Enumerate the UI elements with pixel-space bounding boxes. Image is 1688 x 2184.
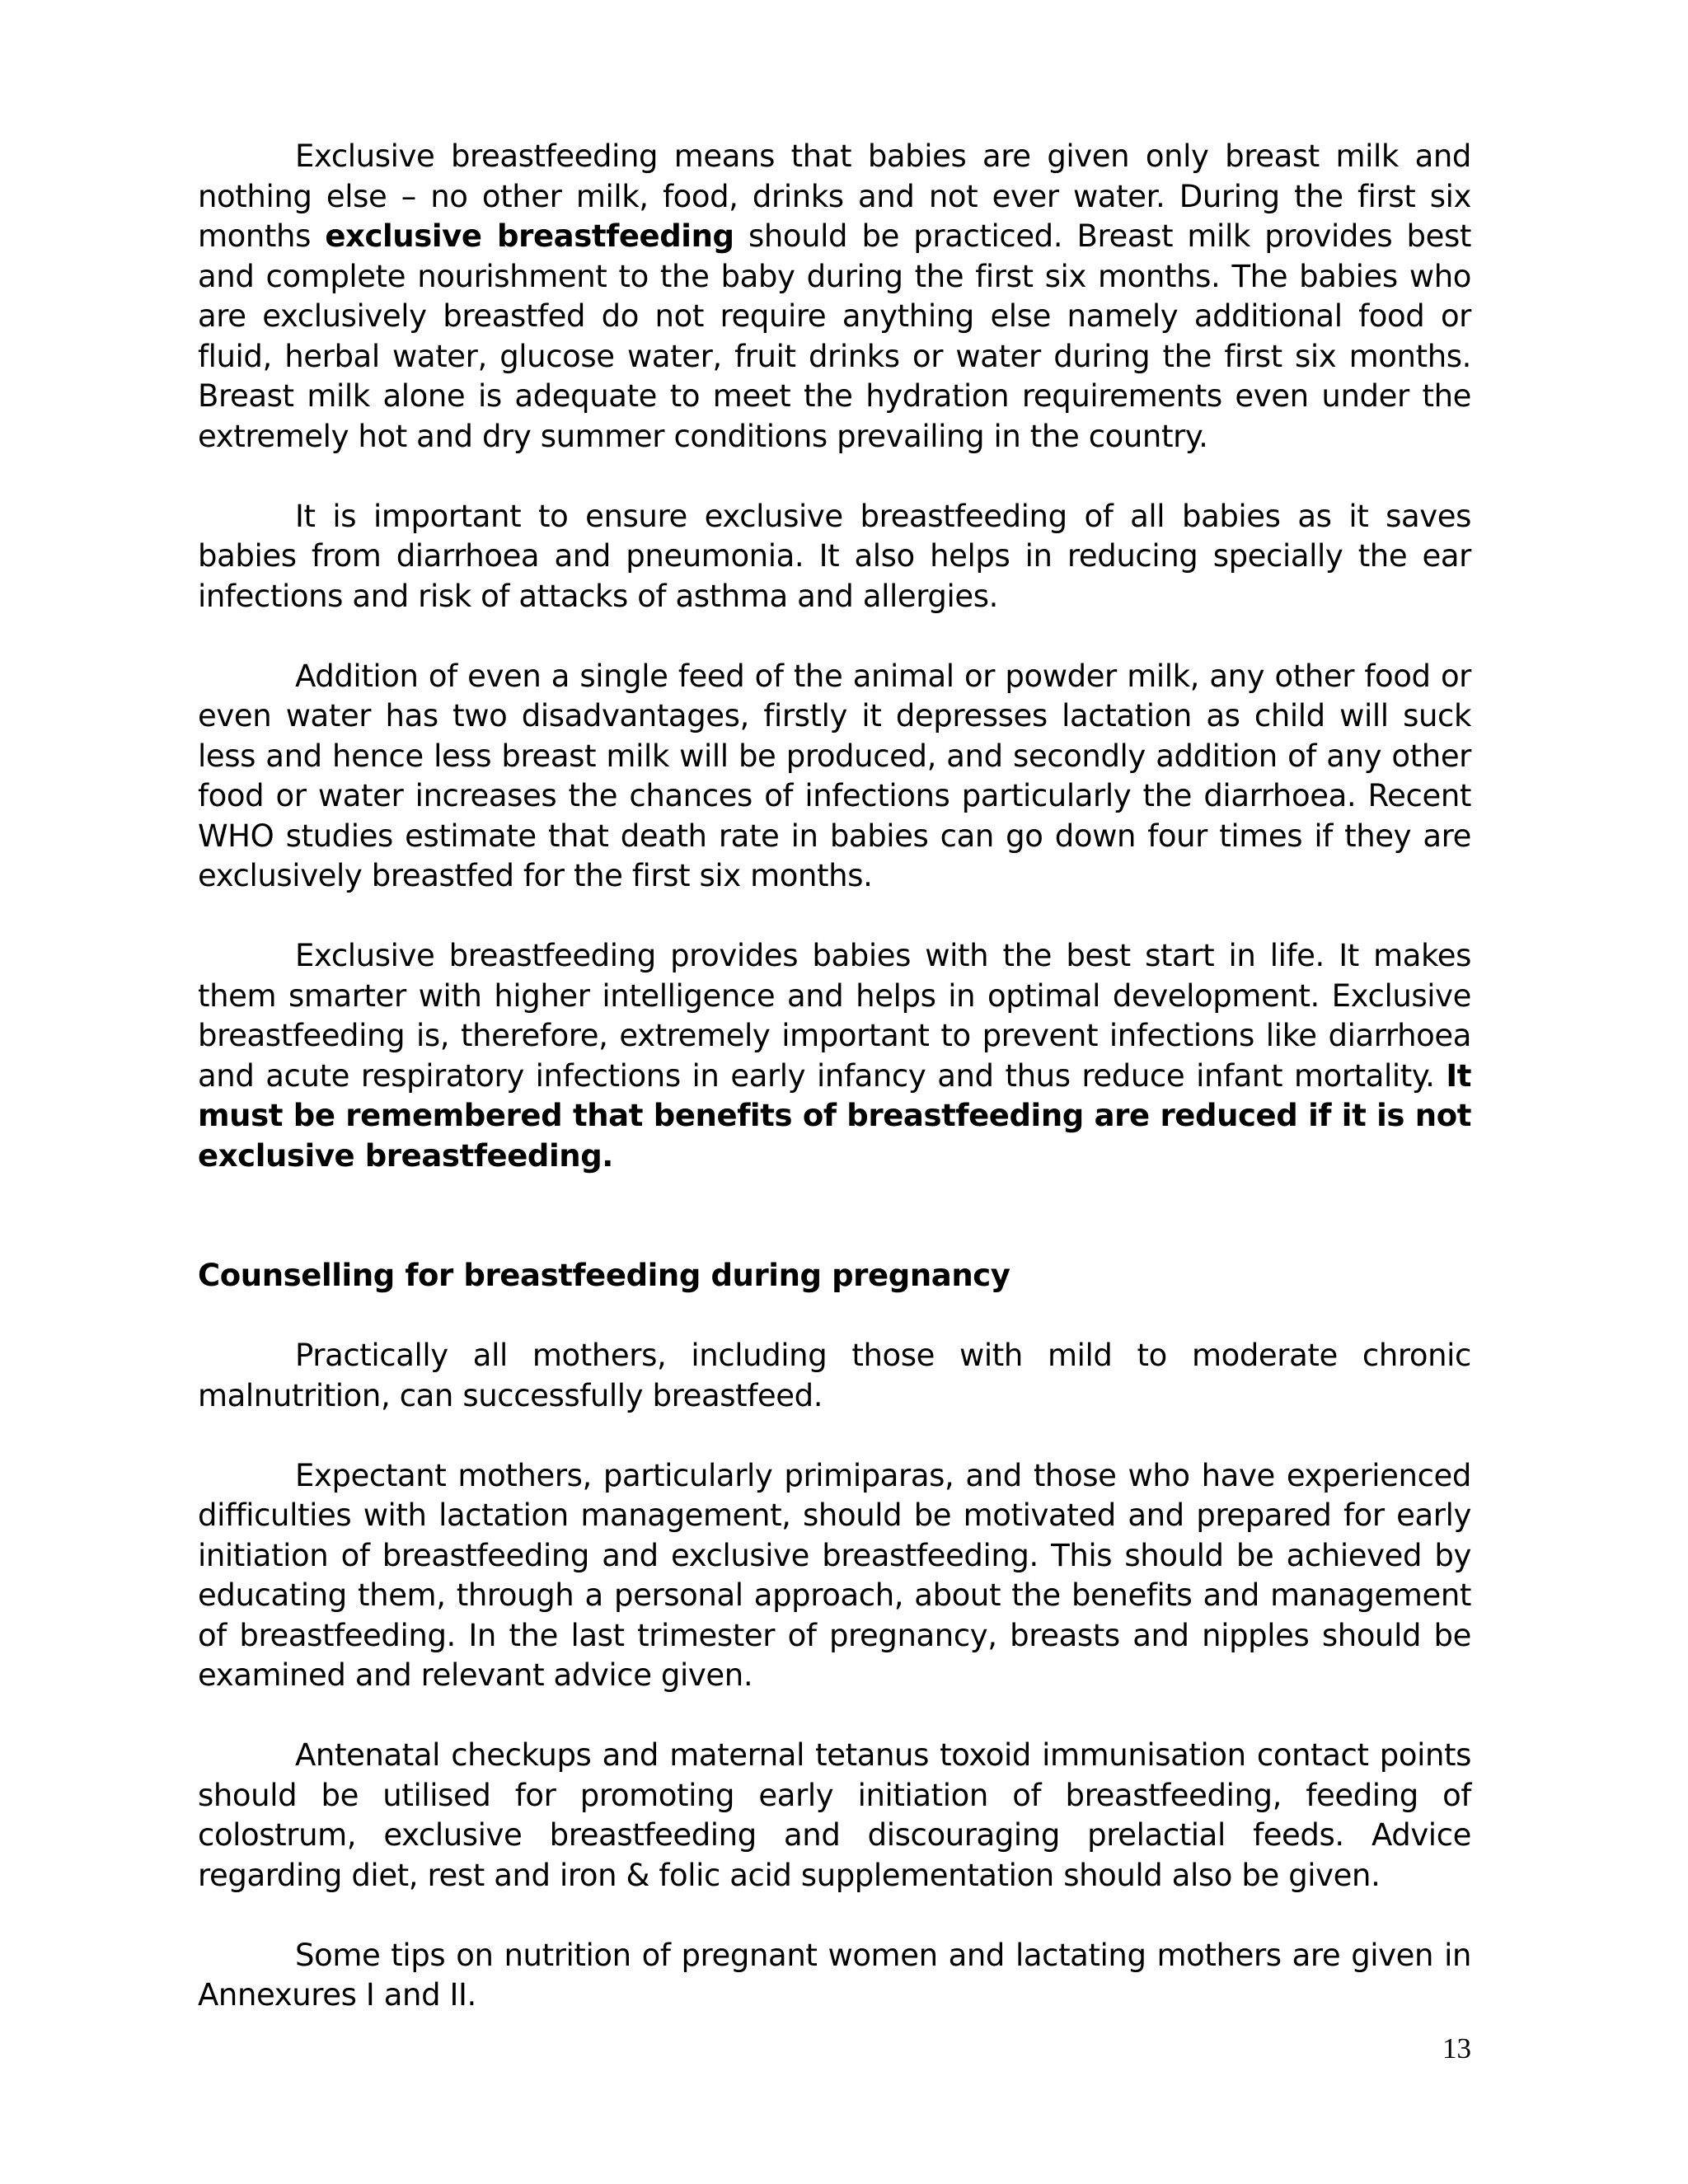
text-run: Exclusive breastfeeding provides babies with the best start in life. It makes them smarter with higher intelligence and helps in optimal development. Exclusive breastfeeding is, therefore, extremely important to prevent infections like diarrhoea and acute respiratory infections in early infancy and thus reduce infant mortality.	[198, 938, 1471, 1094]
text-run: It is important to ensure exclusive breastfeeding of all babies as it saves babies from diarrhoea and pneumonia. It also helps in reducing specially the ear infections and risk of attacks of asthma and allergies.	[198, 498, 1471, 614]
document-page	[198, 137, 1471, 2055]
paragraph-disadvantages	[198, 657, 1471, 897]
text-run: should be practiced. Breast milk provides best and complete nourishment to the baby during the first six months. The babies who are exclusively breastfed do not require anything else namely additional food or fluid, herbal water, glucose water, fruit drinks or water during the first six months. Breast milk alone is adequate to meet the hydration requirements even under the extremely hot and dry summer conditions prevailing in the country.	[198, 218, 1471, 454]
section-heading: Counselling for breastfeeding during pregnancy	[198, 1258, 1010, 1293]
text-run: Addition of even a single feed of the animal or powder milk, any other food or even water has two disadvantages, firstly it depresses lactation as child will suck less and hence less breast milk will be produced, and secondly addition of any other food or water increases the chances of infections particularly the diarrhoea. Recent WHO studies estimate that death rate in babies can go down four times if they are exclusively breastfed for the first six months.	[198, 658, 1471, 893]
page-number: 13	[1442, 2032, 1471, 2064]
paragraph-nutrition-tips: Some tips on nutrition of pregnant women and lactating mothers are given in Annexures I and II.	[198, 1937, 1471, 2013]
paragraph-all-mothers: Practically all mothers, including those with mild to moderate chronic malnutrition, can successfully breastfeed.	[198, 1338, 1471, 1413]
bold-text-run: It must be remembered that benefits of breastfeeding are reduced if it is not exclusive breastfeeding.	[198, 1057, 1471, 1174]
paragraph-antenatal-checkups: Antenatal checkups and maternal tetanus toxoid immunisation contact points should be utilised for promoting early initiation of breastfeeding, feeding of colostrum, exclusive breastfeeding and discouraging prelactial feeds. Advice regarding diet, rest and iron & folic acid supplementation should also be given.	[198, 1737, 1471, 1893]
paragraph-importance	[198, 497, 1471, 617]
paragraph-best-start	[198, 936, 1471, 1176]
paragraph-expectant-mothers: Expectant mothers, particularly primiparas, and those who have experienced difficulties with lactation management, should be motivated and prepared for early initiation of breastfeeding and exclusive breastfeeding. This should be achieved by educating them, through a personal approach, about the benefits and management of breastfeeding. In the last trimester of pregnancy, breasts and nipples should be examined and relevant advice given.	[198, 1457, 1471, 1693]
bold-text-run: exclusive breastfeeding	[325, 218, 734, 254]
paragraph-exclusive-definition	[198, 137, 1471, 457]
text-run: Exclusive breastfeeding means that babies are given only breast milk and nothing else – no other milk, food, drinks and not ever water. During the first six months	[198, 138, 1471, 254]
